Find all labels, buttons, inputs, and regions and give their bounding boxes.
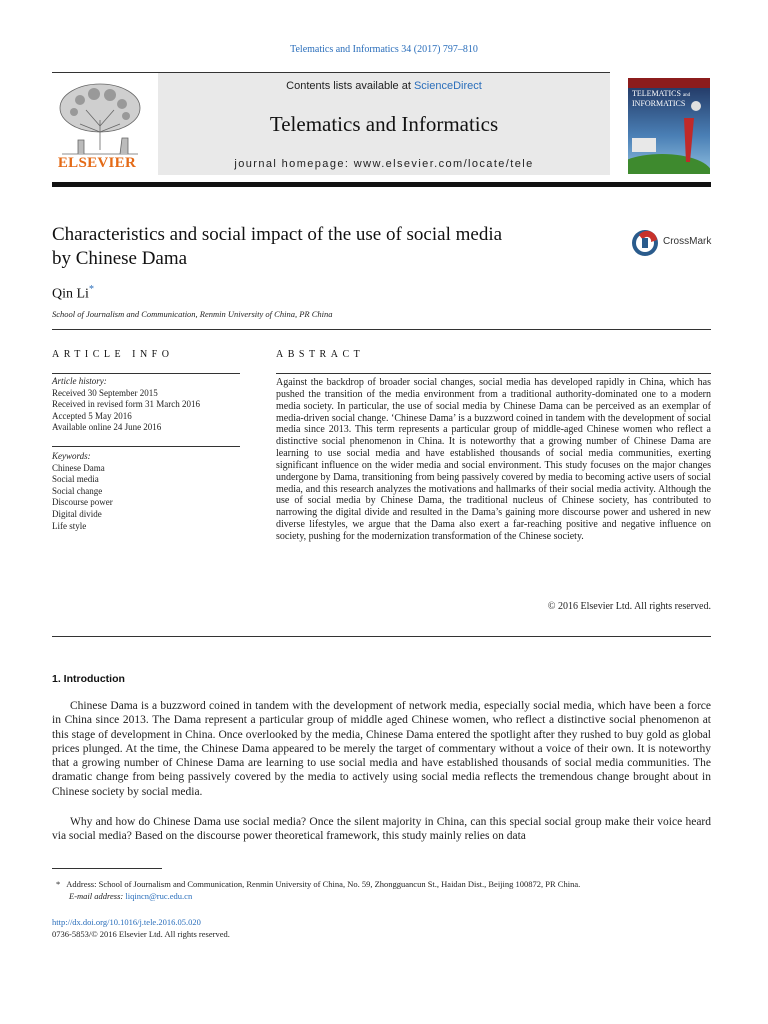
cover-title-and: and [682, 93, 691, 98]
article-title-line2: by Chinese Dama [52, 248, 188, 269]
article-info-rule-mid [52, 446, 240, 447]
article-title-line1: Characteristics and social impact of the use of social media [52, 224, 503, 245]
email-link[interactable]: liqincn@ruc.edu.cn [125, 891, 193, 901]
footnote-rule [52, 868, 162, 869]
keyword-item: Social change [52, 485, 103, 496]
footnote-address-line [52, 878, 711, 890]
footnote-mark: * [56, 879, 61, 889]
abstract-text: Against the backdrop of broader social changes, social media has developed rapidly in China, which has pushed the transition of the media environment from a traditional authority-dominated one to a modern media society. In particular, the use of social media by Chinese Dama can be perceived as an exemplar of media-driven social change. ‘Chinese Dama’ is a buzzword coined in tandem with the development of social media since 2013. This term represents a particular group of middle-aged Chinese women who reflect a distinctive social phenomenon in China. It is noteworthy that a growing number of Chinese Dama are learning to use social media and have established thousands of social media communities, exerting significant influence on the wider media and social environment. This study focuses on the major changes undergone by Dama, transitioning from being passively covered by media to becoming active users of social media, and this research analyzes the motivations and hallmarks of their social media activity. Although the use of social media by Chinese Dama, the traditional nucleus of Chinese society, has contributed to narrowing the digital divide and resulted in the Dama’s gaining more discourse power and ushered in new diverse lifestyles, we argue that the Dama also exert a far-reaching positive and negative influence on society, pushing for the modernization transformation of the Chinese society. [276, 377, 711, 542]
footnote-email-line [52, 890, 711, 902]
article-history [52, 376, 240, 434]
keyword-item: Discourse power [52, 497, 113, 508]
journal-citation[interactable]: Telematics and Informatics 34 (2017) 797–810 [290, 44, 478, 55]
issn-copyright: 0736-5853/© 2016 Elsevier Ltd. All rights reserved. [52, 929, 230, 939]
abstract-rule [276, 373, 711, 374]
section-heading-introduction: 1. Introduction [52, 673, 125, 685]
crossmark-label: CrossMark [663, 236, 712, 247]
intro-paragraph-1: Chinese Dama is a buzzword coined in tandem with the development of network media, especially social media, which have been a force in China since 2013. The Dama represent a particular group of middle aged Chinese women, who reflect a distinctive social phenomenon at this stage of development in China. Once overlooked by the media, Chinese Dama entered the spotlight after they rushed to buy gold as global prices plunged. At the time, the Chinese Dama appeared to be merely the target of commentary without a voice of their own. It is noteworthy that a growing number of Chinese Dama are learning to use social media and have established thousands of social media communities. The dramatic change from being passively covered by the media to actively using social media reflects the tremendous change brought about in Chinese society by social media. [52, 700, 711, 798]
keywords-list [52, 451, 240, 532]
author-name [52, 284, 94, 303]
abstract-heading: ABSTRACT [276, 349, 365, 360]
author-footnote [52, 878, 711, 902]
author-affiliation: School of Journalism and Communication, Renmin University of China, PR China [52, 309, 333, 319]
footnote-address: Address: School of Journalism and Communication, Renmin University of China, No. 59, Zhongguancun St., Haidan Dist., Beijing 100872, PR China. [66, 879, 581, 889]
header-bottom-rule [52, 182, 711, 187]
author-name-text: Qin Li [52, 286, 89, 302]
crossmark-badge[interactable] [630, 228, 715, 258]
doi-link[interactable]: http://dx.doi.org/10.1016/j.tele.2016.05.020 [52, 917, 201, 927]
sciencedirect-link[interactable]: ScienceDirect [413, 80, 482, 92]
keyword-item: Digital divide [52, 508, 102, 519]
intro-paragraph-2: Why and how do Chinese Dama use social media? Once the silent majority in China, can this special social group make their voice heard via social media? Based on the discourse power theoretical framework, this study mainly relies on data [52, 816, 711, 843]
affiliation-rule [52, 329, 711, 330]
doi-block [52, 916, 711, 940]
article-info-rule-top [52, 373, 240, 374]
email-label: E-mail address: [69, 891, 124, 901]
keyword-item: Life style [52, 520, 87, 531]
elsevier-wordmark: ELSEVIER [57, 155, 137, 171]
cover-title-line1: TELEMATICS [632, 89, 681, 98]
contents-available [158, 80, 610, 92]
history-label: Article history: [52, 376, 107, 386]
abstract-bottom-rule [52, 636, 711, 637]
cover-title-line2: INFORMATICS [632, 99, 686, 108]
history-accepted: Accepted 5 May 2016 [52, 410, 132, 421]
keyword-item: Social media [52, 474, 99, 485]
article-info-heading: ARTICLE INFO [52, 349, 174, 360]
journal-cover-image [628, 78, 710, 174]
article-title [52, 223, 612, 271]
keyword-item: Chinese Dama [52, 462, 105, 473]
keywords-label: Keywords: [52, 451, 91, 461]
history-received: Received 30 September 2015 [52, 387, 158, 398]
abstract-copyright: © 2016 Elsevier Ltd. All rights reserved. [547, 601, 711, 612]
contents-prefix: Contents lists available at [286, 80, 414, 92]
journal-homepage: journal homepage: www.elsevier.com/locate/tele [234, 158, 534, 170]
history-online: Available online 24 June 2016 [52, 422, 162, 433]
author-footnote-mark[interactable]: * [88, 284, 94, 295]
cover-title [632, 90, 690, 108]
history-revised: Received in revised form 31 March 2016 [52, 399, 200, 410]
journal-name: Telematics and Informatics [269, 112, 499, 136]
